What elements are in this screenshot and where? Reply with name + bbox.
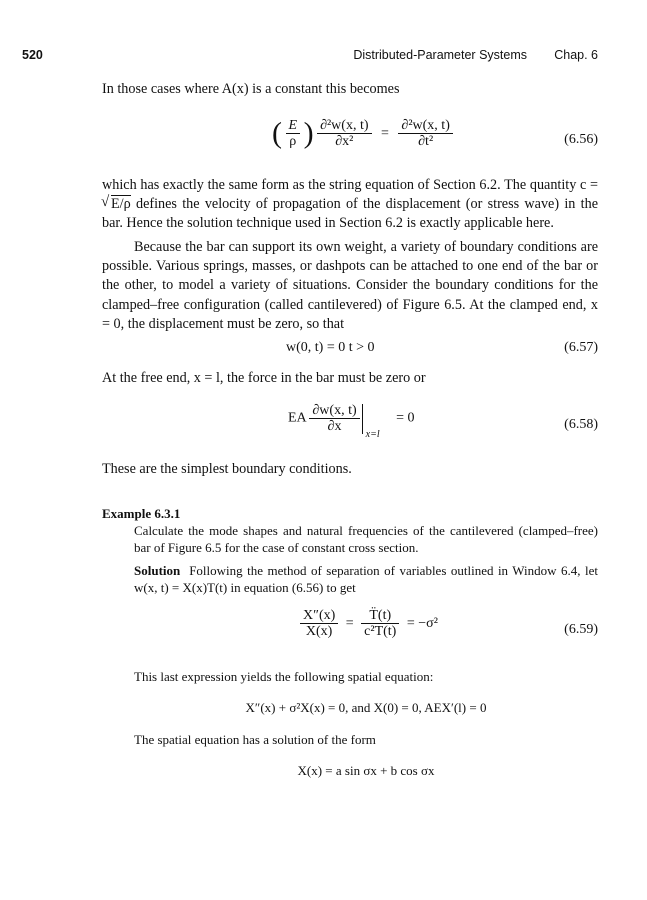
equation-6-56: ( $\frac{E}{\rho}$ ) $\frac{\text{∂²w(x, t)}}{\text{∂x²}}$ = $\frac{\text{∂²w(x, t)}}{\text{∂t²}}$ (6.56) bbox=[272, 116, 598, 150]
chapter-label: Chap. 6 bbox=[554, 48, 598, 62]
example-text-2: This last expression yields the following spatial equation: bbox=[134, 669, 434, 684]
intro-paragraph: In those cases where A(x) is a constant this becomes bbox=[102, 81, 400, 97]
paragraph-1: which has exactly the same form as the string equation of Section 6.2. The quantity c = √ E/ρ defines the velocity of propagation of the displacement (or stress wave) in the bar. Hence the solution technique used in Section 6.2 is exactly applicable here. bbox=[102, 176, 598, 234]
example-title: Example 6.3.1 bbox=[102, 506, 181, 521]
equation-6-57: w(0, t) = 0 t > 0 (6.57) bbox=[286, 340, 598, 355]
equation-number: (6.58) bbox=[564, 417, 598, 432]
coef-fraction: $\frac{E}{\rho}$ bbox=[286, 118, 301, 149]
eq-6-58-fraction: $\frac{\partial w(x, t)}{\partial x}$ bbox=[309, 403, 359, 434]
example-statement: Calculate the mode shapes and natural frequencies of the cantilevered (clamped–free) bar of Figure 6.5 for the case of constant cross section. bbox=[134, 523, 598, 556]
lhs-fraction: $\frac{\text{∂²w(x, t)}}{\text{∂x²}}$ bbox=[317, 118, 371, 149]
example-solution: Solution Following the method of separation of variables outlined in Window 6.4, let w(x, t) = X(x)T(t) in equation (6.56) to get bbox=[134, 563, 598, 596]
equation-6-59: $\frac{X''(x)}{X(x)}$ = $\frac{T̈(t)}{\text{c²T(t)}}$ = −σ² (6.59) bbox=[134, 608, 598, 652]
paragraph-2: Because the bar can support its own weight, a variety of boundary conditions are possible. Various springs, masses, or dashpots can be attached to one end of the bar or the other, to model a variety of situations. Consider the boundary conditions for the clamped–free configuration (called cantilevered) of Figure 6.5. At the clamped end, x = 0, the displacement must be zero, so that bbox=[102, 239, 598, 332]
equation-number: (6.57) bbox=[564, 340, 598, 355]
page-number: 520 bbox=[22, 48, 43, 62]
paragraph-4: These are the simplest boundary conditions. bbox=[102, 461, 352, 477]
eq-6-59-fraction-b: $\frac{T̈(t)}{\text{c²T(t)}}$ bbox=[361, 608, 399, 639]
paragraph-3: At the free end, x = l, the force in the bar must be zero or bbox=[102, 370, 426, 386]
equation-number: (6.56) bbox=[564, 132, 598, 147]
eq-6-59-fraction-a: $\frac{X''(x)}{X(x)}$ bbox=[300, 608, 338, 639]
rhs-fraction: $\frac{\text{∂²w(x, t)}}{\text{∂t²}}$ bbox=[398, 118, 452, 149]
example-text-3: The spatial equation has a solution of the form bbox=[134, 732, 376, 747]
solution-label: Solution bbox=[134, 563, 181, 578]
solution-form-equation: X(x) = a sin σx + b cos σx bbox=[297, 763, 435, 778]
spatial-equation: X″(x) + σ²X(x) = 0, and X(0) = 0, AEX′(l) = 0 bbox=[245, 700, 487, 715]
running-title: Distributed-Parameter Systems bbox=[353, 48, 527, 62]
equation-6-58: EA $\frac{\partial w(x, t)}{\partial x}$ x=l = 0 (6.58) bbox=[288, 403, 598, 440]
equation-number: (6.59) bbox=[564, 622, 598, 637]
